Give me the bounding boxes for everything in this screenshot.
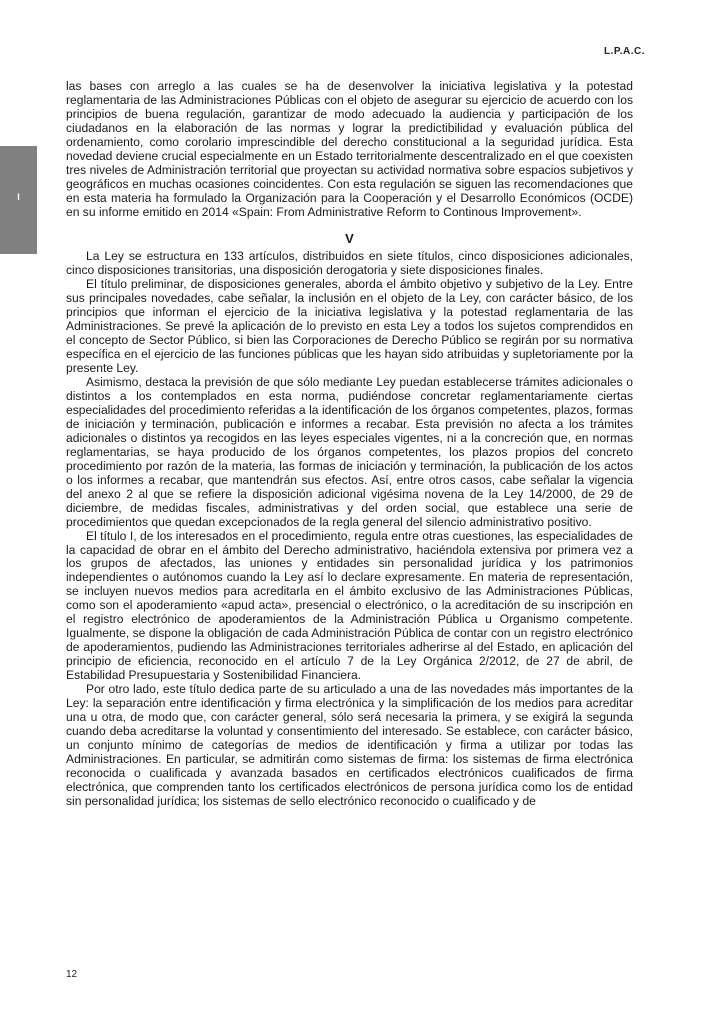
section-heading: V	[345, 230, 354, 246]
paragraph-identification: Por otro lado, este título dedica parte de su articulado a una de las novedades más importantes de la Ley: la separación entre identificación y firma electrónica y la simplificación de los medios para acreditar una u otra, de modo que, con carácter general, sólo será necesaria la primera, y se exigirá la segunda cuando deba acreditarse la voluntad y consentimiento del interesado. Se establece, con carácter básico, un conjunto mínimo de categorías de medios de identificación y firma a utilizar por todas las Administraciones. En particular, se admitirán como sistemas de firma: los sistemas de firma electrónica reconocida o cualificada y avanzada basados en certificados electrónicos cualificados de firma electrónica, que comprenden tanto los certificados electrónicos de persona jurídica como los de entidad sin personalidad jurídica; los sistemas de sello electrónico reconocido o cualificado y de	[66, 682, 633, 808]
body-text	[66, 80, 633, 809]
running-header: L.P.A.C.	[603, 46, 645, 57]
page-number: 12	[66, 969, 78, 980]
paragraph-intro: las bases con arreglo a las cuales se ha de desenvolver la iniciativa legislativa y la potestad reglamentaria de las Administraciones Públicas con el objeto de asegurar su ejercicio de acuerdo con los principios de buena regulación, garantizar de modo adecuado la audiencia y participación de los ciudadanos en la elaboración de las normas y lograr la predictibilidad y evaluación pública del ordenamiento, como corolario imprescindible del derecho constitucional a la seguridad jurídica. Esta novedad deviene crucial especialmente en un Estado territorialmente descentralizado en el que coexisten tres niveles de Administración territorial que proyectan su actividad normativa sobre espacios subjetivos y geográficos en muchas ocasiones coincidentes. Con esta regulación se siguen las recomendaciones que en esta materia ha formulado la Organización para la Cooperación y el Desarrollo Económicos (OCDE) en su informe emitido en 2014 «Spain: From Administrative Reform to Continous Improvement».	[66, 79, 633, 219]
paragraph-preliminary-title: El título preliminar, de disposiciones generales, aborda el ámbito objetivo y subjetivo de la Ley. Entre sus principales novedades, cabe señalar, la inclusión en el objeto de la Ley, con carácter básico, de los principios que informan el ejercicio de la iniciativa legislativa y la potestad reglamentaria de las Administraciones. Se prevé la aplicación de lo previsto en esta Ley a todos los sujetos comprendidos en el concepto de Sector Público, si bien las Corporaciones de Derecho Público se regirán por su normativa específica en el ejercicio de las funciones públicas que les hayan sido atribuidas y supletoriamente por la presente Ley.	[66, 277, 633, 376]
paragraph-structure: La Ley se estructura en 133 artículos, distribuidos en siete títulos, cinco disposiciones adicionales, cinco disposiciones transitorias, una disposición derogatoria y siete disposiciones finales.	[66, 249, 633, 278]
side-tab-label: I	[17, 192, 20, 202]
paragraph-procedures: Asimismo, destaca la previsión de que sólo mediante Ley puedan establecerse trámites adicionales o distintos a los contemplados en esta norma, pudiéndose concretar reglamentariamente ciertas especialidades del procedimiento referidas a la identificación de los órganos competentes, plazos, formas de iniciación y terminación, publicación e informes a recabar. Esta previsión no afecta a los trámites adicionales o distintos ya recogidos en las leyes especiales vigentes, ni a la concreción que, en normas reglamentarias, se haya producido de los órganos competentes, los plazos propios del concreto procedimiento por razón de la materia, las formas de iniciación y terminación, la publicación de los actos o los informes a recabar, que mantendrán sus efectos. Así, entre otros casos, cabe señalar la vigencia del anexo 2 al que se refiere la disposición adicional vigésima novena de la Ley 14/2000, de 29 de diciembre, de medidas fiscales, administrativas y del orden social, que establece una serie de procedimientos que quedan excepcionados de la regla general del silencio administrativo positivo.	[66, 375, 633, 529]
paragraph-title-one: El título I, de los interesados en el procedimiento, regula entre otras cuestiones, las especialidades de la capacidad de obrar en el ámbito del Derecho administrativo, haciéndola extensiva por primera vez a los grupos de afectados, las uniones y entidades sin personalidad jurídica y los patrimonios independientes o autónomos cuando la Ley así lo declare expresamente. En materia de representación, se incluyen nuevos medios para acreditarla en el ámbito exclusivo de las Administraciones Públicas, como son el apoderamiento «apud acta», presencial o electrónico, o la acreditación de su inscripción en el registro electrónico de apoderamientos de la Administración Pública u Organismo competente. Igualmente, se dispone la obligación de cada Administración Pública de contar con un registro electrónico de apoderamientos, pudiendo las Administraciones territoriales adherirse al del Estado, en aplicación del principio de eficiencia, reconocido en el artículo 7 de la Ley Orgánica 2/2012, de 27 de abril, de Estabilidad Presupuestaria y Sostenibilidad Financiera.	[66, 528, 633, 683]
